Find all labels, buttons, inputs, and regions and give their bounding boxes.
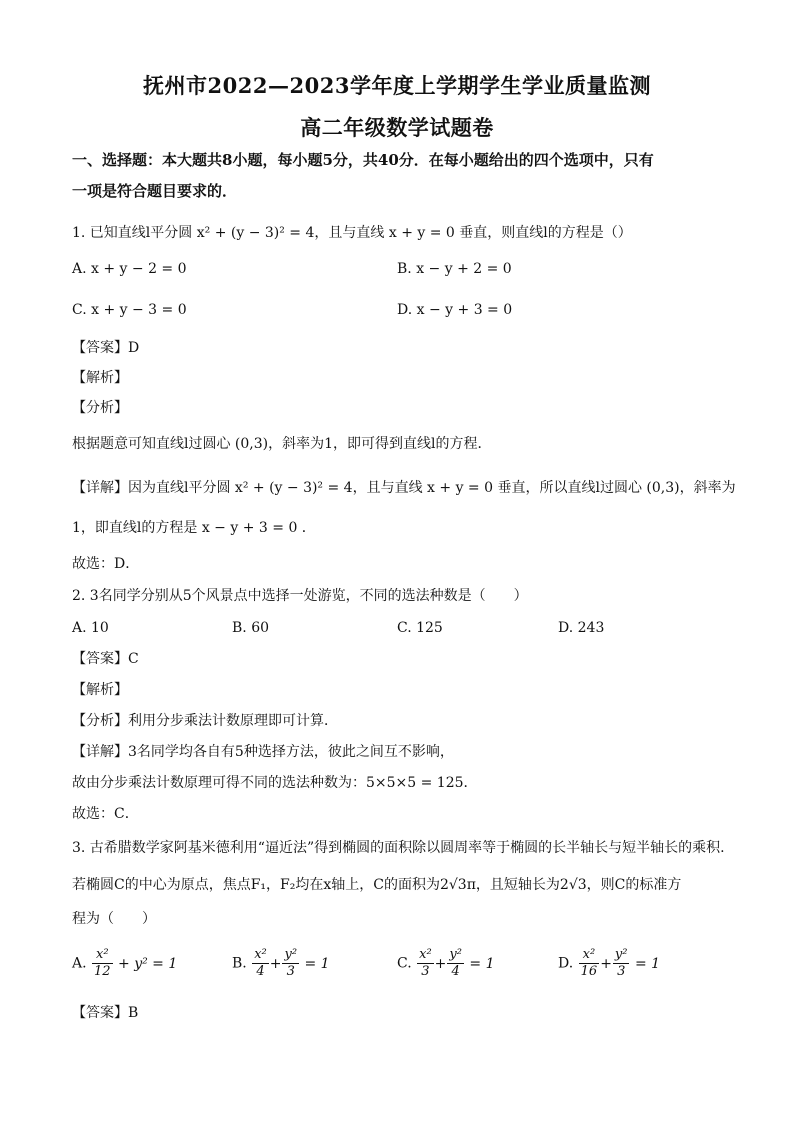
q3-option-a-fraction	[92, 947, 113, 980]
q2-jiexi: 【解析】	[72, 682, 128, 698]
q3-stem-line3: 程为（ ）	[72, 911, 156, 927]
q1-jiexi: 【解析】	[72, 370, 128, 386]
q3-option-b	[232, 947, 330, 980]
q1-analysis: 根据题意可知直线l过圆心 (0,3)，斜率为1，即可得到直线l的方程．	[72, 436, 492, 452]
q1-answer: 【答案】D	[72, 340, 140, 356]
q2-detail-line2: 故由分步乘法计数原理可得不同的选法种数为：5×5×5 = 125．	[72, 775, 478, 791]
exam-subtitle: 高二年级数学试题卷	[300, 115, 494, 140]
q3-stem-line1: 3. 古希腊数学家阿基米德利用“逼近法”得到椭圆的面积除以圆周率等于椭圆的长半轴长与短半轴长的乘积.	[72, 840, 725, 856]
q3-option-c-num2: y²	[449, 947, 462, 962]
q2-stem: 2. 3名同学分别从5个风景点中选择一处游览，不同的选法种数是（ ）	[72, 588, 528, 604]
q3-option-c-rest: = 1	[469, 955, 495, 972]
q3-option-d	[558, 947, 660, 980]
q3-answer: 【答案】B	[72, 1005, 139, 1021]
q1-stem: 1. 已知直线l平分圆 x² + (y − 3)² = 4，且与直线 x + y = 0 垂直，则直线l的方程是（）	[72, 225, 632, 241]
q3-option-a-den: 12	[94, 964, 111, 979]
q3-option-d-fraction2	[613, 947, 630, 980]
section-heading-line2: 一项是符合题目要求的．	[72, 182, 238, 200]
q3-option-a	[72, 947, 177, 980]
q1-option-d: D. x − y + 3 = 0	[397, 302, 513, 318]
q3-option-c-den2: 4	[451, 964, 460, 979]
q3-option-c-fraction1	[417, 947, 434, 980]
q3-option-d-rest: = 1	[634, 955, 661, 972]
section-heading-line1: 一、选择题：本大题共8小题，每小题5分，共40分．在每小题给出的四个选项中，只有	[72, 151, 654, 169]
q3-stem-line2: 若椭圆C的中心为原点，焦点F₁，F₂均在x轴上，C的面积为2√3π，且短轴长为2√3，则C的标准方	[72, 877, 682, 893]
q3-option-d-den2: 3	[617, 964, 626, 979]
q1-option-a: A. x + y − 2 = 0	[72, 261, 187, 277]
q1-option-c: C. x + y − 3 = 0	[72, 302, 187, 318]
q3-option-a-num: x²	[92, 947, 113, 964]
q3-option-d-den1: 16	[580, 964, 598, 979]
q3-option-b-num2: y²	[284, 947, 298, 962]
q3-option-c	[397, 947, 495, 980]
q3-option-b-den2: 3	[286, 964, 295, 979]
q2-answer: 【答案】C	[72, 651, 139, 667]
q3-option-b-rest: = 1	[304, 955, 330, 972]
q3-option-b-label: B.	[232, 955, 247, 972]
q3-option-d-num1: x²	[579, 947, 600, 964]
q3-option-c-label: C.	[397, 955, 412, 972]
q3-option-c-den1: 3	[421, 964, 430, 979]
q3-option-b-fraction1	[252, 947, 269, 980]
q2-choose: 故选：C．	[72, 806, 139, 822]
q3-option-d-label: D.	[558, 955, 574, 972]
q3-option-c-num1: x²	[419, 947, 432, 962]
q3-option-b-num1: x²	[254, 947, 267, 962]
q2-option-a: A. 10	[72, 620, 109, 636]
q1-choose: 故选：D．	[72, 556, 140, 572]
q1-fenxi: 【分析】	[72, 400, 128, 416]
q3-option-c-plus: +	[434, 955, 447, 972]
q3-option-c-fraction2	[447, 947, 464, 980]
q3-option-d-plus: +	[600, 955, 612, 972]
q1-detail-line1: 【详解】因为直线l平分圆 x² + (y − 3)² = 4，且与直线 x + y = 0 垂直，所以直线l过圆心 (0,3)，斜率为	[72, 480, 736, 496]
q3-option-d-num2: y²	[614, 947, 628, 962]
q2-detail-line1: 【详解】3名同学均各自有5种选择方法，彼此之间互不影响，	[72, 744, 454, 760]
q3-option-a-label: A.	[72, 955, 87, 972]
q2-option-b: B. 60	[232, 620, 270, 636]
q3-option-d-fraction1	[579, 947, 600, 980]
q1-detail-line2: 1，即直线l的方程是 x − y + 3 = 0 ．	[72, 520, 316, 536]
q2-fenxi: 【分析】利用分步乘法计数原理即可计算．	[72, 713, 338, 729]
q3-option-b-fraction2	[282, 947, 299, 980]
q1-option-b: B. x − y + 2 = 0	[397, 261, 512, 277]
q3-option-b-den1: 4	[256, 964, 265, 979]
exam-title: 抚州市2022—2023学年度上学期学生学业质量监测	[143, 73, 651, 98]
q3-option-a-rest: + y² = 1	[118, 955, 178, 972]
q3-option-b-plus: +	[269, 955, 282, 972]
q2-option-c: C. 125	[397, 620, 443, 636]
q2-option-d: D. 243	[558, 620, 605, 636]
